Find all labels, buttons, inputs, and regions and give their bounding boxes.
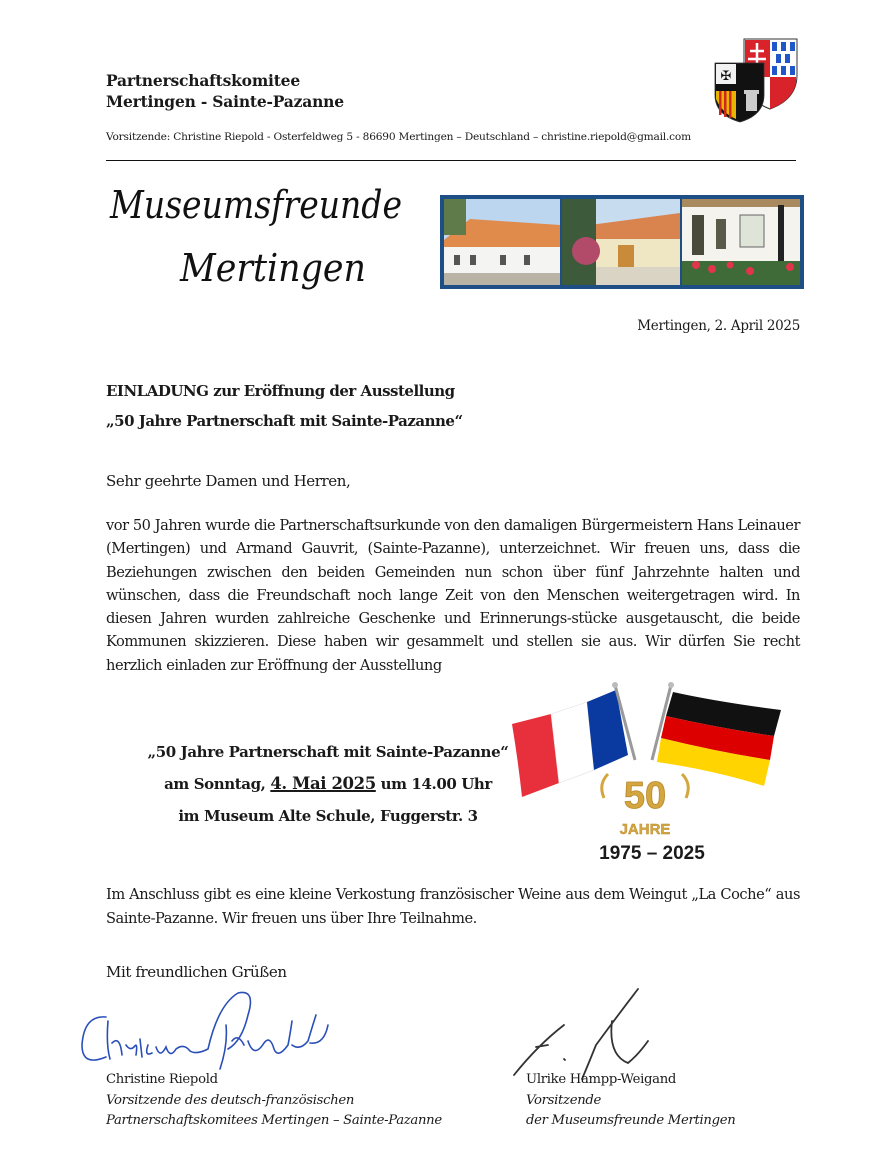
german-flag-icon: [652, 682, 781, 786]
invitation-title-line1: EINLADUNG zur Eröffnung der Ausstellung: [106, 382, 455, 400]
signer-role-line2: der Museumsfreunde Mertingen: [526, 1113, 736, 1128]
event-details: [132, 736, 524, 832]
photo-house: [444, 199, 560, 285]
signature-christine-riepold: [78, 985, 348, 1075]
sainte-pazanne-shield: [715, 63, 764, 122]
event-location: im Museum Alte Schule, Fuggerstr. 3: [178, 807, 478, 825]
event-datetime: [132, 768, 524, 800]
org-name-line1: Partnerschaftskomitee: [106, 71, 300, 90]
signer-role-line2: Partnerschaftskomitees Mertingen – Sainte-Pazanne: [106, 1113, 442, 1128]
event-date-prefix: am Sonntag,: [164, 775, 271, 793]
body-paragraph: vor 50 Jahren wurde die Partnerschaftsurkunde von den damaligen Bürgermeistern Hans Leinauer (Mertingen) und Armand Gauvrit, (Sainte-Pazanne), unterzeichnet. Wir freuen uns, dass die Beziehungen zwischen den beiden Gemeinden nun schon über fünf Jahrzehnte halten und wünschen, dass die Freundschaft noch lange Zeit von den Menschen weitergetragen wird. In diesen Jahren wurden zahlreiche Geschenke und Erinnerungs-stücke ausgetauscht, die beide Kommunen skizzieren. Diese haben wir gesammelt und stellen sie aus. Wir dürfen Sie recht herzlich einladen zur Eröffnung der Ausstellung: [106, 517, 800, 674]
photo-entrance: [682, 199, 800, 285]
closing-phrase: Mit freundlichen Grüßen: [106, 963, 287, 981]
signer-name: Ulrike Hampp-Weigand: [526, 1072, 677, 1087]
invitation-title: [106, 376, 463, 436]
svg-text:✠: ✠: [720, 69, 732, 84]
coat-of-arms-icon: [714, 37, 798, 123]
french-flag-icon: [512, 682, 635, 797]
event-time: um 14.00 Uhr: [375, 775, 492, 793]
logo-line2: Mertingen: [179, 246, 366, 290]
logo-line1: Museumsfreunde: [109, 183, 402, 227]
emblem-label: JAHRE: [619, 821, 671, 838]
event-name: „50 Jahre Partnerschaft mit Sainte-Pazanne“: [147, 743, 509, 761]
salutation: Sehr geehrte Damen und Herren,: [106, 472, 351, 490]
org-name: [106, 70, 344, 112]
photo-courtyard: [562, 199, 680, 285]
museumsfreunde-logo: [108, 178, 408, 298]
event-date: 4. Mai 2025: [270, 774, 376, 793]
anniversary-graphic: [508, 680, 798, 840]
contact-line: Vorsitzende: Christine Riepold - Osterfeldweg 5 - 86690 Mertingen – Deutschland – christine.riepold@gmail.com: [106, 131, 691, 143]
anniversary-years: 1975 – 2025: [599, 843, 705, 864]
fifty-years-emblem: [602, 774, 689, 838]
letter-date: Mertingen, 2. April 2025: [637, 318, 800, 334]
signer-block-2: [526, 1070, 735, 1132]
signer-name: Christine Riepold: [106, 1072, 218, 1087]
header-divider: [106, 160, 796, 161]
emblem-number: 50: [623, 775, 667, 817]
museum-photo-strip: [440, 195, 804, 289]
followup-paragraph: Im Anschluss gibt es eine kleine Verkostung französischer Weine aus dem Weingut „La Coche“ aus Sainte-Pazanne. Wir freuen uns über Ihre Teilnahme.: [106, 886, 800, 927]
signature-ulrike-hampp-weigand: [508, 985, 678, 1080]
signer-block-1: [106, 1070, 442, 1132]
org-name-line2: Mertingen - Sainte-Pazanne: [106, 92, 344, 111]
signer-role-line1: Vorsitzende des deutsch-französischen: [106, 1092, 355, 1108]
signer-role-line1: Vorsitzende: [526, 1092, 602, 1108]
invitation-title-line2: „50 Jahre Partnerschaft mit Sainte-Pazanne“: [106, 412, 463, 430]
